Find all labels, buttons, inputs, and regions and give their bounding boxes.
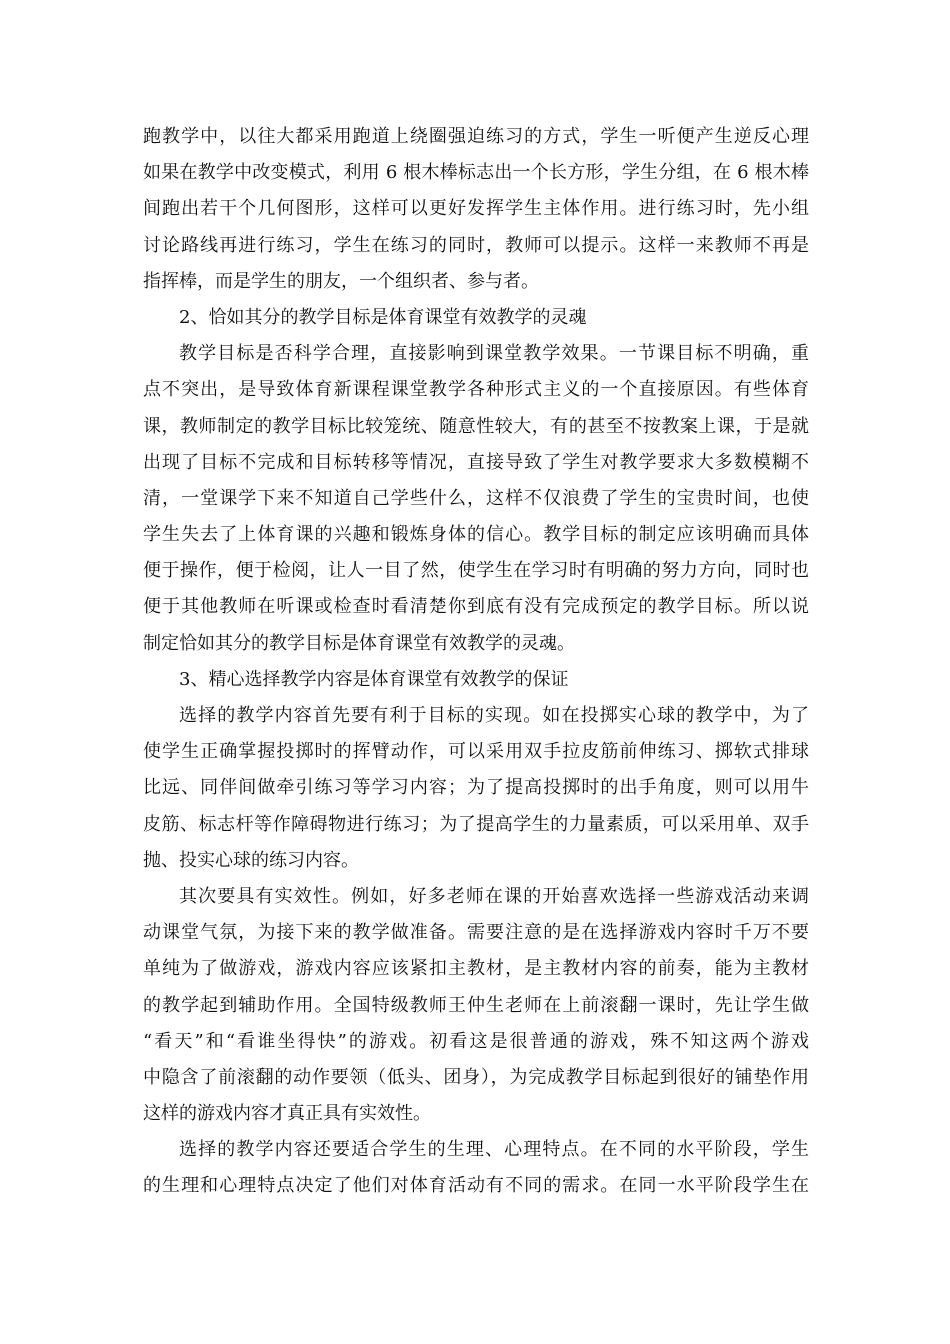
document-body: [143, 119, 809, 1205]
text-line: 课，教师制定的教学目标比较笼统、随意性较大，有的甚至不按教案上课，于是就: [143, 415, 809, 437]
text-line: 的生理和心理特点决定了他们对体育活动有不同的需求。在同一水平阶段学生在: [143, 1175, 809, 1197]
text-line: 跑教学中，以往大都采用跑道上绕圈强迫练习的方式，学生一听便产生逆反心理: [143, 126, 809, 147]
section-heading: 2、恰如其分的教学目标是体育课堂有效教学的灵魂: [179, 306, 587, 328]
text-line: 如果在教学中改变模式，利用 6 根木棒标志出一个长方形，学生分组，在 6 根木棒: [143, 162, 809, 184]
text-line: 皮筋、标志杆等作障碍物进行练习；为了提高学生的力量素质，可以采用单、双手: [143, 813, 809, 835]
text-line: 单纯为了做游戏，游戏内容应该紧扣主教材，是主教材内容的前奏，能为主教材: [143, 958, 809, 980]
text-line: 抛、投实心球的练习内容。: [143, 849, 359, 871]
text-line: 中隐含了前滚翻的动作要领（低头、团身），为完成教学目标起到很好的铺垫作用: [143, 1066, 809, 1088]
text-line: 指挥棒，而是学生的朋友，一个组织者、参与者。: [143, 270, 539, 292]
text-line: 比远、同伴间做牵引练习等学习内容；为了提高投掷时的出手角度，则可以用牛: [143, 777, 809, 799]
text-line: “看天”和“看谁坐得快”的游戏。初看这是很普通的游戏，殊不知这两个游戏: [143, 1030, 809, 1052]
text-line: 的教学起到辅助作用。全国特级教师王仲生老师在上前滚翻一课时，先让学生做: [143, 994, 809, 1016]
text-line: 动课堂气氛，为接下来的教学做准备。需要注意的是在选择游戏内容时千万不要: [143, 922, 809, 944]
text-line: 便于操作，便于检阅，让人一目了然，使学生在学习时有明确的努力方向，同时也: [143, 560, 809, 582]
text-line: 点不突出，是导致体育新课程课堂教学各种形式主义的一个直接原因。有些体育: [143, 379, 809, 401]
text-line: 使学生正确掌握投掷时的挥臂动作，可以采用双手拉皮筋前伸练习、掷软式排球: [143, 741, 809, 763]
text-line: 选择的教学内容还要适合学生的生理、心理特点。在不同的水平阶段，学生: [179, 1139, 809, 1161]
text-line: 便于其他教师在听课或检查时看清楚你到底有没有完成预定的教学目标。所以说: [143, 596, 809, 618]
text-line: 教学目标是否科学合理，直接影响到课堂教学效果。一节课目标不明确，重: [179, 343, 809, 365]
text-line: 其次要具有实效性。例如，好多老师在课的开始喜欢选择一些游戏活动来调: [179, 885, 809, 907]
text-line: 出现了目标不完成和目标转移等情况，直接导致了学生对教学要求大多数模糊不: [143, 451, 809, 473]
text-line: 选择的教学内容首先要有利于目标的实现。如在投掷实心球的教学中，为了: [179, 705, 809, 726]
text-line: 学生失去了上体育课的兴趣和锻炼身体的信心。教学目标的制定应该明确而具体: [143, 524, 809, 546]
text-line: 制定恰如其分的教学目标是体育课堂有效教学的灵魂。: [143, 632, 575, 654]
text-line: 清，一堂课学下来不知道自己学些什么，这样不仅浪费了学生的宝贵时间，也使: [143, 487, 809, 509]
text-line: 这样的游戏内容才真正具有实效性。: [143, 1103, 431, 1125]
section-heading: 3、精心选择教学内容是体育课堂有效教学的保证: [179, 668, 569, 690]
text-line: 讨论路线再进行练习，学生在练习的同时，教师可以提示。这样一来教师不再是: [143, 234, 809, 256]
text-line: 间跑出若干个几何图形，这样可以更好发挥学生主体作用。进行练习时，先小组: [143, 198, 809, 220]
